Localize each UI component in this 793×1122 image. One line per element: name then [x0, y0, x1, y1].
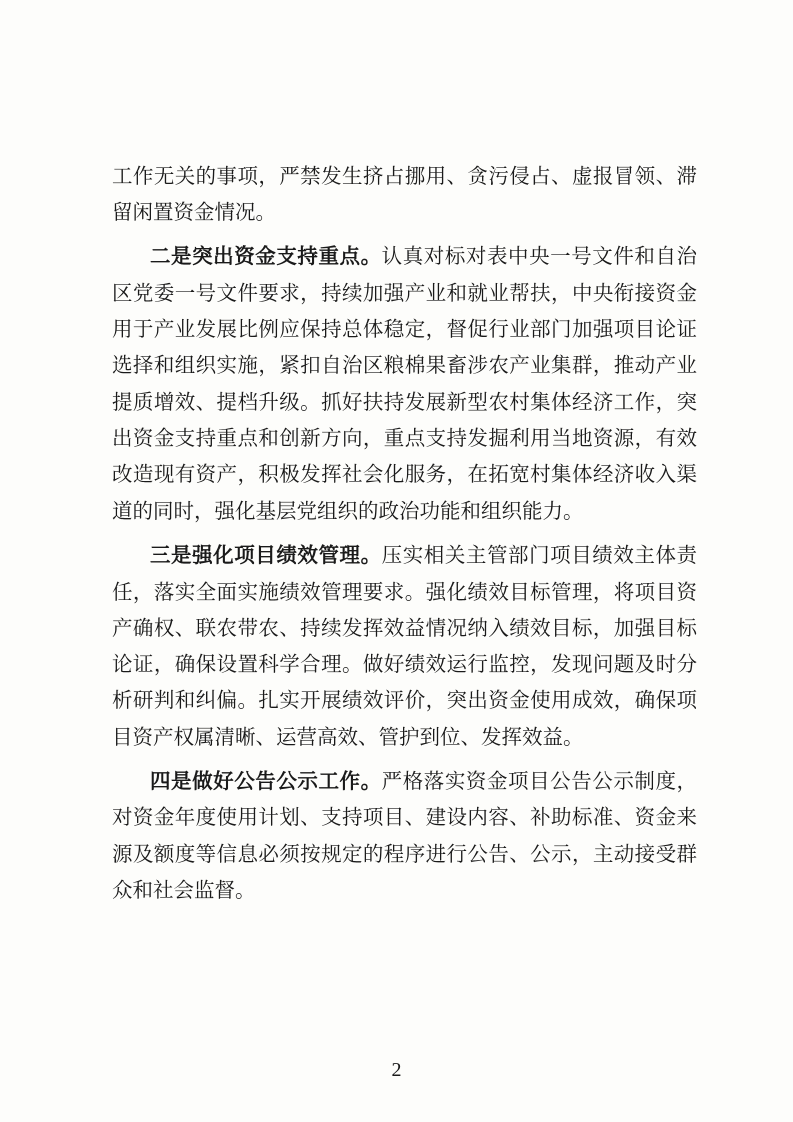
paragraph-2-line-5: 析研判和纠偏。扎实开展绩效评价，突出资金使用成效，确保项 [112, 688, 697, 712]
paragraph-1-line-8: 道的同时，强化基层党组织的政治功能和组织能力。 [112, 499, 584, 523]
paragraph-2-line-6: 目资产权属清晰、运营高效、管护到位、发挥效益。 [112, 725, 584, 749]
paragraph-2-line-4: 论证，确保设置科学合理。做好绩效运行监控，发现问题及时分 [112, 652, 697, 676]
paragraph-1-line-7: 改造现有资产，积极发挥社会化服务，在拓宽村集体经济收入渠 [112, 462, 697, 486]
paragraph-3-line-2: 对资金年度使用计划、支持项目、建设内容、补助标准、资金来 [112, 805, 697, 829]
paragraph-1-line-5: 提质增效、提档升级。抓好扶持发展新型农村集体经济工作，突 [112, 390, 697, 414]
paragraph-2-line-2: 任，落实全面实施绩效管理要求。强化绩效目标管理，将项目资 [112, 580, 697, 604]
paragraph-1-line-4: 选择和组织实施，紧扣自治区粮棉果畜涉农产业集群，推动产业 [112, 353, 697, 377]
paragraph-2-first-line-text: 压实相关主管部门项目绩效主体责 [381, 543, 698, 567]
paragraph-3-heading: 四是做好公告公示工作。 [150, 769, 382, 793]
paragraph-0-line-2: 留闲置资金情况。 [112, 200, 276, 224]
paragraph-1-heading: 二是突出资金支持重点。 [150, 244, 382, 268]
paragraph-3-first-line [150, 765, 697, 797]
paragraph-3-line-3: 源及额度等信息必须按规定的程序进行公告、公示，主动接受群 [112, 842, 697, 866]
paragraph-1-line-2: 区党委一号文件要求，持续加强产业和就业帮扶，中央衔接资金 [112, 281, 697, 305]
paragraph-1-first-line [150, 240, 697, 272]
paragraph-3-line-4: 众和社会监督。 [112, 878, 256, 902]
paragraph-2-first-line [150, 539, 697, 571]
paragraph-2-heading: 三是强化项目绩效管理。 [150, 543, 382, 567]
paragraph-2-line-3: 产确权、联农带农、持续发挥效益情况纳入绩效目标，加强目标 [112, 616, 697, 640]
paragraph-3-first-line-text: 严格落实资金项目公告公示制度， [381, 769, 698, 793]
paragraph-0-line-1: 工作无关的事项，严禁发生挤占挪用、贪污侵占、虚报冒领、滞 [112, 164, 697, 188]
paragraph-1-line-3: 用于产业发展比例应保持总体稳定，督促行业部门加强项目论证 [112, 317, 697, 341]
paragraph-1-line-6: 出资金支持重点和创新方向，重点支持发掘利用当地资源，有效 [112, 426, 697, 450]
paragraph-1-first-line-text: 认真对标对表中央一号文件和自治 [381, 244, 698, 268]
page-number: 2 [391, 1059, 402, 1081]
